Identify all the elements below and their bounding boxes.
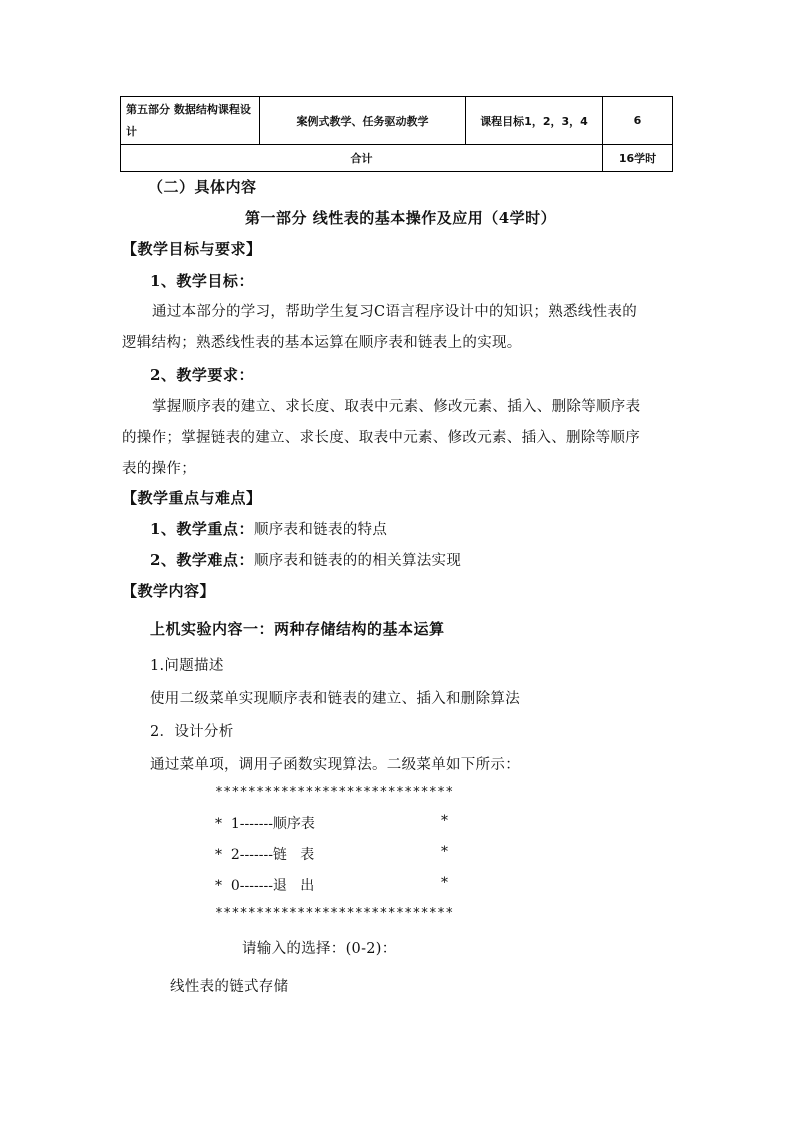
key-point-line xyxy=(150,518,387,539)
menu-line-1-text: * 1-------顺序表 xyxy=(215,816,315,832)
diff-label: 2、教学难点： xyxy=(150,551,254,569)
goal2-line3: 表的操作； xyxy=(122,461,196,477)
part-title: 第一部分 线性表的基本操作及应用（4学时） xyxy=(245,209,557,227)
item1-text: 使用二级菜单实现顺序表和链表的建立、插入和删除算法 xyxy=(150,691,520,707)
menu-line-2-text: * 2-------链 表 xyxy=(215,847,315,863)
table-row xyxy=(121,97,673,145)
keypoints-heading: 【教学重点与难点】 xyxy=(122,489,262,507)
goal2-line1: 掌握顺序表的建立、求长度、取表中元素、修改元素、插入、删除等顺序表 xyxy=(152,399,641,415)
method-cell: 案例式教学、任务驱动教学 xyxy=(260,97,466,145)
goal2-title: 2、教学要求： xyxy=(150,366,254,384)
item2-text: 通过菜单项，调用子函数实现算法。二级菜单如下所示： xyxy=(150,757,520,773)
table-row xyxy=(121,145,673,172)
goal1-line1: 通过本部分的学习，帮助学生复习C语言程序设计中的知识；熟悉线性表的 xyxy=(152,304,637,320)
goal1-line2: 逻辑结构；熟悉线性表的基本运算在顺序表和链表上的实现。 xyxy=(122,335,522,351)
menu-line-2 xyxy=(215,844,450,864)
item2-heading: 2．设计分析 xyxy=(150,724,234,740)
item1-heading: 1.问题描述 xyxy=(150,658,224,674)
menu-line-1-star: * xyxy=(441,813,448,829)
hours-cell: 6 xyxy=(603,97,673,145)
part-cell: 第五部分 数据结构课程设计 xyxy=(121,97,260,145)
diff-text: 顺序表和链表的的相关算法实现 xyxy=(253,553,462,569)
menu-line-1 xyxy=(215,813,450,833)
menu-line-3 xyxy=(215,875,450,895)
menu-line-3-star: * xyxy=(441,875,448,891)
goal2-line2: 的操作；掌握链表的建立、求长度、取表中元素、修改元素、插入、删除等顺序 xyxy=(122,430,640,446)
section-title: （二）具体内容 xyxy=(148,178,257,196)
total-hours-cell: 16学时 xyxy=(603,145,673,172)
key-text: 顺序表和链表的特点 xyxy=(253,522,388,538)
goal1-title: 1、教学目标： xyxy=(150,272,254,290)
difficulty-line xyxy=(150,549,461,570)
hours-table xyxy=(120,96,673,172)
menu-line-3-text: * 0-------退 出 xyxy=(215,878,315,894)
goals-cell: 课程目标1，2，3，4 xyxy=(466,97,603,145)
lab-title: 上机实验内容一：两种存储结构的基本运算 xyxy=(150,620,445,638)
menu-border-bottom: ***************************** xyxy=(215,906,454,921)
menu-prompt: 请输入的选择：(0-2)： xyxy=(242,941,397,957)
goals-heading: 【教学目标与要求】 xyxy=(122,240,262,258)
menu-border-top: ***************************** xyxy=(215,785,454,800)
footer-text: 线性表的链式存储 xyxy=(170,979,289,995)
total-label-cell: 合计 xyxy=(121,145,603,172)
menu-line-2-star: * xyxy=(441,844,448,860)
content-heading: 【教学内容】 xyxy=(122,582,216,600)
key-label: 1、教学重点： xyxy=(150,520,254,538)
